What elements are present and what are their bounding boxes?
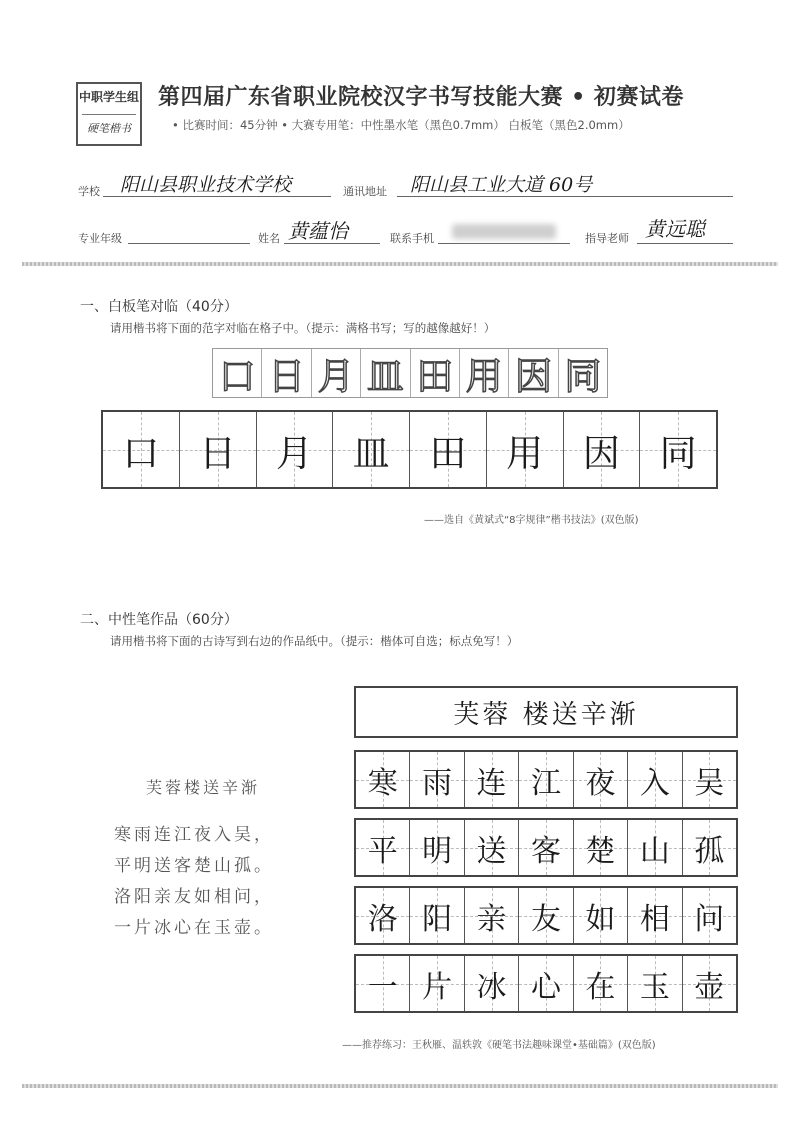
work-cell[interactable]	[518, 820, 572, 875]
model-char: 月	[311, 349, 360, 397]
written-char: 因	[582, 431, 620, 475]
work-char: 心	[530, 969, 561, 1005]
work-cell[interactable]	[627, 956, 681, 1011]
work-cell[interactable]	[573, 752, 627, 807]
school-value[interactable]: 阳山县职业技术学校	[120, 174, 292, 196]
work-cell[interactable]	[464, 888, 518, 943]
work-cell[interactable]	[627, 888, 681, 943]
work-cell[interactable]	[409, 956, 463, 1011]
work-char: 送	[476, 833, 507, 869]
work-char: 冰	[476, 969, 507, 1005]
work-char: 连	[476, 765, 507, 801]
practice-cell[interactable]	[332, 412, 409, 487]
work-cell[interactable]	[464, 956, 518, 1011]
practice-cell[interactable]	[486, 412, 563, 487]
poem-line: 一片冰心在玉壶。	[114, 918, 274, 938]
work-char: 洛	[367, 901, 398, 937]
work-char: 一	[367, 969, 398, 1005]
work-cell[interactable]	[356, 956, 409, 1011]
work-char: 江	[530, 765, 561, 801]
work-title-box[interactable]	[354, 686, 738, 738]
name-label: 姓名	[258, 232, 280, 245]
model-char: 皿	[360, 349, 409, 397]
model-char: 田	[410, 349, 459, 397]
work-cell[interactable]	[518, 956, 572, 1011]
work-cell[interactable]	[356, 752, 409, 807]
work-cell[interactable]	[573, 820, 627, 875]
work-cell[interactable]	[682, 752, 736, 807]
work-char: 入	[639, 765, 670, 801]
teacher-underline	[637, 243, 733, 244]
practice-cell[interactable]	[639, 412, 716, 487]
work-cell[interactable]	[464, 752, 518, 807]
work-cell[interactable]	[356, 820, 409, 875]
poem-line: 平明送客楚山孤。	[114, 856, 274, 876]
written-char: 皿	[352, 431, 390, 475]
major-label: 专业年级	[78, 232, 122, 245]
practice-cell[interactable]	[409, 412, 486, 487]
practice-grid-row	[101, 410, 718, 489]
poem-line: 洛阳亲友如相问，	[114, 887, 274, 907]
badge-group-label: 中职学生组	[78, 90, 139, 104]
work-char: 客	[530, 833, 561, 869]
work-cell[interactable]	[627, 820, 681, 875]
work-cell[interactable]	[682, 820, 736, 875]
work-char: 孤	[694, 833, 725, 869]
work-char: 相	[639, 901, 670, 937]
work-grid-row	[354, 750, 738, 809]
work-cell[interactable]	[682, 888, 736, 943]
work-char: 楚	[585, 833, 616, 869]
category-badge	[76, 82, 142, 146]
work-cell[interactable]	[464, 820, 518, 875]
work-char: 寒	[367, 765, 398, 801]
work-char: 片	[422, 969, 453, 1005]
written-char: 口	[122, 431, 160, 475]
work-char: 在	[585, 969, 616, 1005]
work-cell[interactable]	[573, 888, 627, 943]
work-char: 如	[585, 901, 616, 937]
work-char: 平	[367, 833, 398, 869]
work-cell[interactable]	[356, 888, 409, 943]
work-char: 壶	[694, 969, 725, 1005]
practice-cell[interactable]	[179, 412, 256, 487]
written-char: 日	[199, 431, 237, 475]
work-char: 吴	[694, 765, 725, 801]
work-cell[interactable]	[627, 752, 681, 807]
model-char: 用	[459, 349, 508, 397]
work-cell[interactable]	[518, 752, 572, 807]
model-char: 因	[508, 349, 557, 397]
exam-subtitle: • 比赛时间：45分钟 • 大赛专用笔：中性墨水笔（黑色0.7mm） 白板笔（黑色2.0mm）	[172, 118, 630, 132]
work-cell[interactable]	[409, 752, 463, 807]
footer-separator	[22, 1084, 778, 1088]
work-grid-row	[354, 886, 738, 945]
major-underline	[128, 243, 250, 244]
work-grid-row	[354, 954, 738, 1013]
written-char: 月	[275, 431, 313, 475]
practice-cell[interactable]	[563, 412, 640, 487]
section1-instruction: 请用楷书将下面的范字对临在格子中。（提示：满格书写；写的越像越好！）	[110, 321, 496, 335]
work-grid-row	[354, 818, 738, 877]
teacher-value[interactable]: 黄远聪	[645, 217, 705, 241]
name-value[interactable]: 黄蕴怡	[288, 219, 348, 243]
work-char: 明	[422, 833, 453, 869]
work-char: 友	[530, 901, 561, 937]
work-cell[interactable]	[409, 888, 463, 943]
written-char: 同	[659, 431, 697, 475]
practice-cell[interactable]	[103, 412, 179, 487]
section1-citation: ——选自《黄斌式“8字规律”楷书技法》(双色版)	[424, 515, 639, 526]
written-char: 用	[506, 431, 544, 475]
model-characters-box	[212, 348, 608, 398]
header-separator	[22, 262, 778, 266]
work-char: 山	[639, 833, 670, 869]
work-char: 雨	[422, 765, 453, 801]
work-char: 玉	[639, 969, 670, 1005]
address-value[interactable]: 阳山县工业大道 60号	[410, 174, 593, 196]
model-char: 口	[218, 355, 256, 398]
poem-title: 芙蓉楼送辛渐	[146, 778, 261, 797]
section1-title: 一、白板笔对临（40分）	[80, 299, 238, 315]
address-label: 通讯地址	[343, 185, 387, 198]
work-cell[interactable]	[409, 820, 463, 875]
poem-line: 寒雨连江夜入吴，	[114, 825, 274, 845]
work-char: 阳	[422, 901, 453, 937]
phone-label: 联系手机	[390, 232, 434, 245]
phone-value-redacted	[452, 224, 556, 239]
badge-style-label: 硬笔楷书	[87, 122, 131, 135]
model-char: 同	[558, 349, 607, 397]
phone-underline	[438, 243, 570, 244]
model-char: 日	[261, 349, 310, 397]
written-char: 田	[429, 431, 467, 475]
section2-title: 二、中性笔作品（60分）	[80, 612, 238, 628]
work-char: 问	[694, 901, 725, 937]
exam-title: 第四届广东省职业院校汉字书写技能大赛 • 初赛试卷	[158, 85, 684, 110]
work-cell[interactable]	[682, 956, 736, 1011]
section2-citation: ——推荐练习：王秋雁、温轶敦《硬笔书法趣味课堂•基础篇》(双色版)	[342, 1040, 656, 1051]
work-char: 亲	[476, 901, 507, 937]
work-cell[interactable]	[518, 888, 572, 943]
badge-divider	[82, 114, 136, 115]
school-label: 学校	[78, 185, 100, 198]
work-cell[interactable]	[573, 956, 627, 1011]
teacher-label: 指导老师	[585, 232, 629, 245]
section2-instruction: 请用楷书将下面的古诗写到右边的作品纸中。（提示：楷体可自选；标点免写！）	[110, 634, 519, 648]
practice-cell[interactable]	[256, 412, 333, 487]
work-char: 夜	[585, 765, 616, 801]
work-title: 芙蓉 楼送辛渐	[453, 699, 639, 730]
